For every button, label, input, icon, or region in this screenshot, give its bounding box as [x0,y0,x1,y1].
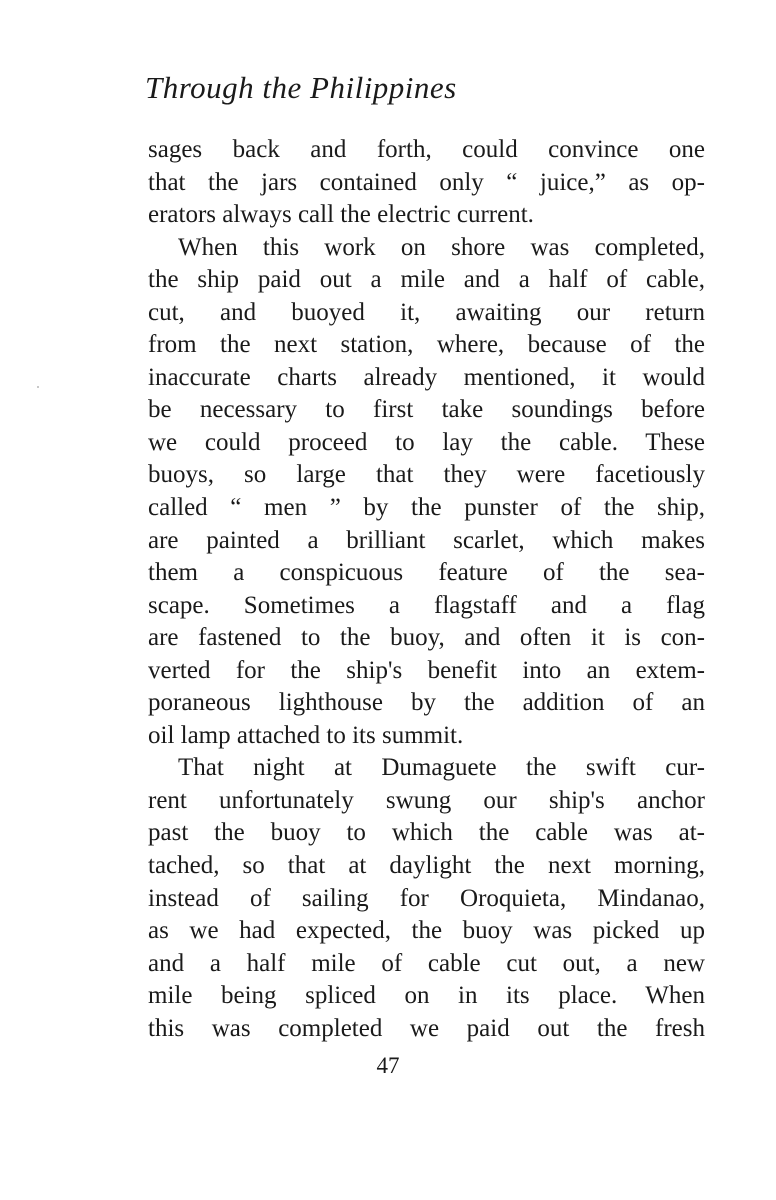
text-line: the ship paid out a mile and a half of cable, [148,266,705,294]
text-line: are fastened to the buoy, and often it is con- [148,624,705,652]
text-line: that the jars contained only “ juice,” as op- [148,168,705,196]
text-line: them a conspicuous feature of the sea- [148,559,705,587]
text-line: That night at Dumaguete the swift cur- [178,754,705,782]
text-line: verted for the ship's benefit into an extem- [148,656,705,684]
text-line: be necessary to first take soundings before [148,396,705,424]
margin-speck [37,386,39,388]
text-line: this was completed we paid out the fresh [148,1014,705,1042]
text-line: erators always call the electric current. [148,201,534,229]
text-line: cut, and buoyed it, awaiting our return [148,298,705,326]
text-line: past the buoy to which the cable was at- [148,819,705,847]
text-line: rent unfortunately swung our ship's anchor [148,786,705,814]
text-line: inaccurate charts already mentioned, it would [148,363,705,391]
text-line: buoys, so large that they were facetiously [148,461,705,489]
running-title: Through the Philippines [145,70,457,105]
text-line: tached, so that at daylight the next morning, [148,852,705,880]
text-line: are painted a brilliant scarlet, which makes [148,526,705,554]
text-line: as we had expected, the buoy was picked up [148,917,705,945]
text-line: and a half mile of cable cut out, a new [148,949,705,977]
text-line: When this work on shore was completed, [178,233,705,261]
text-line: we could proceed to lay the cable. These [148,428,705,456]
text-line: scape. Sometimes a flagstaff and a flag [148,591,705,619]
text-line: sages back and forth, could convince one [148,136,705,163]
text-line: from the next station, where, because of the [148,331,705,359]
text-line: called “ men ” by the punster of the ship, [148,494,705,522]
text-line: oil lamp attached to its summit. [148,721,464,749]
page-number: 47 [376,1053,400,1078]
text-line: poraneous lighthouse by the addition of an [148,689,705,717]
text-line: instead of sailing for Oroquieta, Mindanao, [148,884,705,912]
body-text [148,134,705,1045]
text-line: mile being spliced on in its place. When [148,982,705,1010]
